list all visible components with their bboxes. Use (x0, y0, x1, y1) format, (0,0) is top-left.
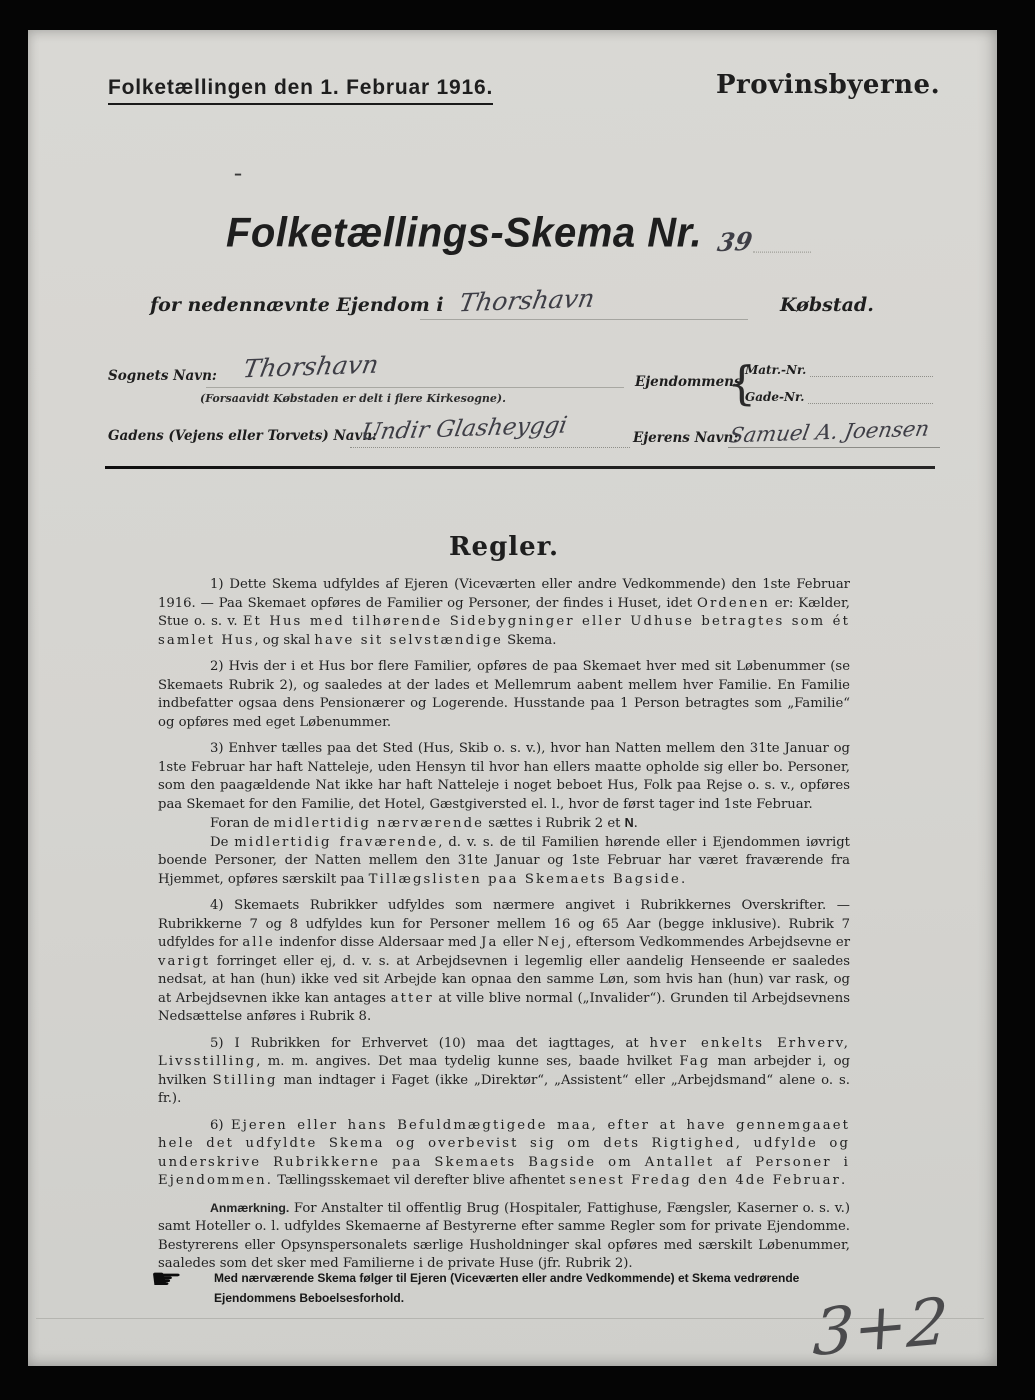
region-heading: Provinsbyerne. (716, 70, 941, 100)
street-name-handwritten: Undir Glasheyggi (358, 412, 570, 446)
enclosure-note (150, 1264, 874, 1308)
parish-name-label: Sognets Navn: (108, 368, 217, 384)
pencil-tally-handwritten: 3+2 (811, 1284, 950, 1372)
parish-name-footnote: (Forsaavidt Købstaden er delt i flere Kirkesogne). (200, 392, 506, 405)
manicule-right-icon: ☛ (150, 1264, 183, 1295)
parish-name-handwritten: Thorshavn (240, 349, 381, 384)
town-name-handwritten: Thorshavn (456, 283, 597, 318)
page-title-text: Folketællings-Skema Nr. (226, 210, 703, 256)
enclosure-note-text: Med nærværende Skema følger til Ejeren (Viceværten eller andre Vedkommende) et Skema vedrørende Ejendommens Beboelsesforhold. (214, 1271, 800, 1305)
rule-paragraph: Foran de midlertidig nærværende sættes i Rubrik 2 et N. (210, 816, 638, 831)
street-number-line (808, 390, 933, 404)
rule-paragraph: 3) Enhver tælles paa det Sted (Hus, Skib o. s. v.), hvor han Natten mellem den 31te Januar og 1ste Februar har haft Natteleje, uden Hensyn til hvor han ellers maatte opholde sig eller bo. Personer, som den paagældende Nat ikke har haft Natteleje i noget beboet Hus, Folk paa Rejse o. s. v., opføres paa Skemaet for den Familie, det Hotel, Gæstgiversted el. l., hvor de først tager ind 1ste Februar. (158, 741, 850, 812)
rules-heading: Regler. (448, 532, 560, 562)
cadastral-number-label: Matr.-Nr. (745, 363, 807, 377)
rule-paragraph: 5) I Rubrikken for Erhvervet (10) maa det iagttages, at hver enkelts Erhverv, Livsstilling, m. m. angives. Det maa tydelig kunne ses, baade hvilket Fag man arbejder i, og hvilken Stilling man indtager i Faget (ikke „Direktør“, „Assistent“ eller „Arbejdsmand“ alene o. s. fr.). (158, 1035, 850, 1106)
form-series-heading: Folketællingen den 1. Februar 1916. (108, 76, 493, 105)
street-name-label: Gadens (Vejens eller Torvets) Navn: (108, 428, 378, 444)
town-name-line (420, 283, 748, 320)
census-form-page (28, 30, 997, 1372)
stray-mark: – (234, 164, 242, 183)
page-title (226, 210, 811, 257)
title-number-line (753, 252, 811, 253)
owner-name-handwritten: Samuel A. Joensen (727, 416, 932, 448)
property-label: Ejendommens (635, 374, 742, 390)
street-number-label: Gade-Nr. (745, 390, 805, 404)
section-divider-rule (105, 466, 935, 469)
subtitle-pre-label: for nedennævnte Ejendom i (150, 294, 444, 316)
rule-paragraph: 6) Ejeren eller hans Befuldmægtigede maa, efter at have gennemgaaet hele det udfyldte Skema og overbevist sig om dets Rigtighed, udfylde og underskrive Rubrikkerne paa Skemaets Bagside om Antallet af Personer i Ejendommen. Tællingsskemaet vil derefter blive afhentet senest Fredag den 4de Februar. (158, 1117, 850, 1188)
rule-paragraph: 2) Hvis der i et Hus bor flere Familier, opføres de paa Skemaet hver med sit Løbenummer (se Skemaets Rubrik 2), og saaledes at der lades et Mellemrum aabent mellem hver Familie. En Familie indbefatter ogsaa dens Pensionærer og Logerende. Husstande paa 1 Person betragtes som „Familie“ og opføres med eget Løbenummer. (158, 659, 850, 730)
cadastral-number-row (745, 363, 933, 377)
rule-paragraph: 1) Dette Skema udfyldes af Ejeren (Viceværten eller andre Vedkommende) den 1ste Februar 1916. — Paa Skemaet opføres de Familier og Personer, der findes i Huset, idet Ordenen er: Kælder, Stue o. s. v. Et Hus med tilhørende Sidebygninger eller Udhuse betragtes som ét samlet Hus, og skal have sit selvstændige Skema. (158, 577, 850, 648)
property-brace: { (727, 356, 757, 410)
cadastral-number-line (810, 363, 933, 377)
owner-name-label: Ejerens Navn: (633, 430, 739, 446)
parish-name-line (206, 349, 624, 388)
rule-paragraph: De midlertidig fraværende, d. v. s. de til Familien hørende eller i Ejendommen iøvrigt boende Personer, der Natten mellem den 31te Januar og 1ste Februar har været fraværende fra Hjemmet, opføres særskilt paa Tillægslisten paa Skemaets Bagside. (158, 834, 850, 887)
street-name-line (350, 412, 630, 448)
rules-section (158, 532, 850, 1274)
rule-paragraph: Anmærkning. For Anstalter til offentlig Brug (Hospitaler, Fattighuse, Fængsler, Kaserner o. s. v.) samt Hoteller o. l. udfyldes Skemaerne af Bestyrerne efter samme Regler som for private Ejendomme. Bestyrerens eller Opsynspersonalets særlige Husholdninger skal opføres med særskilt Løbenummer, saaledes som det sker med Familierne i de private Huse (jfr. Rubrik 2). (158, 1200, 850, 1271)
subtitle-post-label: Købstad. (780, 294, 874, 316)
owner-name-line (727, 416, 940, 448)
street-number-row (745, 390, 933, 404)
rules-paragraphs (158, 576, 850, 1274)
rule-paragraph: 4) Skemaets Rubrikker udfyldes som nærmere angivet i Rubrikkernes Overskrifter. — Rubrikkerne 7 og 8 udfyldes kun for Personer mellem 16 og 65 Aar (begge inklusive). Rubrik 7 udfyldes for alle indenfor disse Aldersaar med Ja eller Nej, eftersom Vedkommendes Arbejdsevne er varigt forringet eller ej, d. v. s. at Arbejdsevnen i legemlig eller aandelig Henseende er saaledes nedsat, at han (hun) ikke ved sit Arbejde kan opnaa den samme Løn, som hvis han (hun) var rask, og at Arbejdsevnen ikke kan antages atter at ville blive normal („Invalider“). Grunden til Arbejdsevnens Nedsættelse anføres i Rubrik 8. (158, 898, 851, 1024)
schema-number-handwritten: 39 (715, 226, 756, 258)
